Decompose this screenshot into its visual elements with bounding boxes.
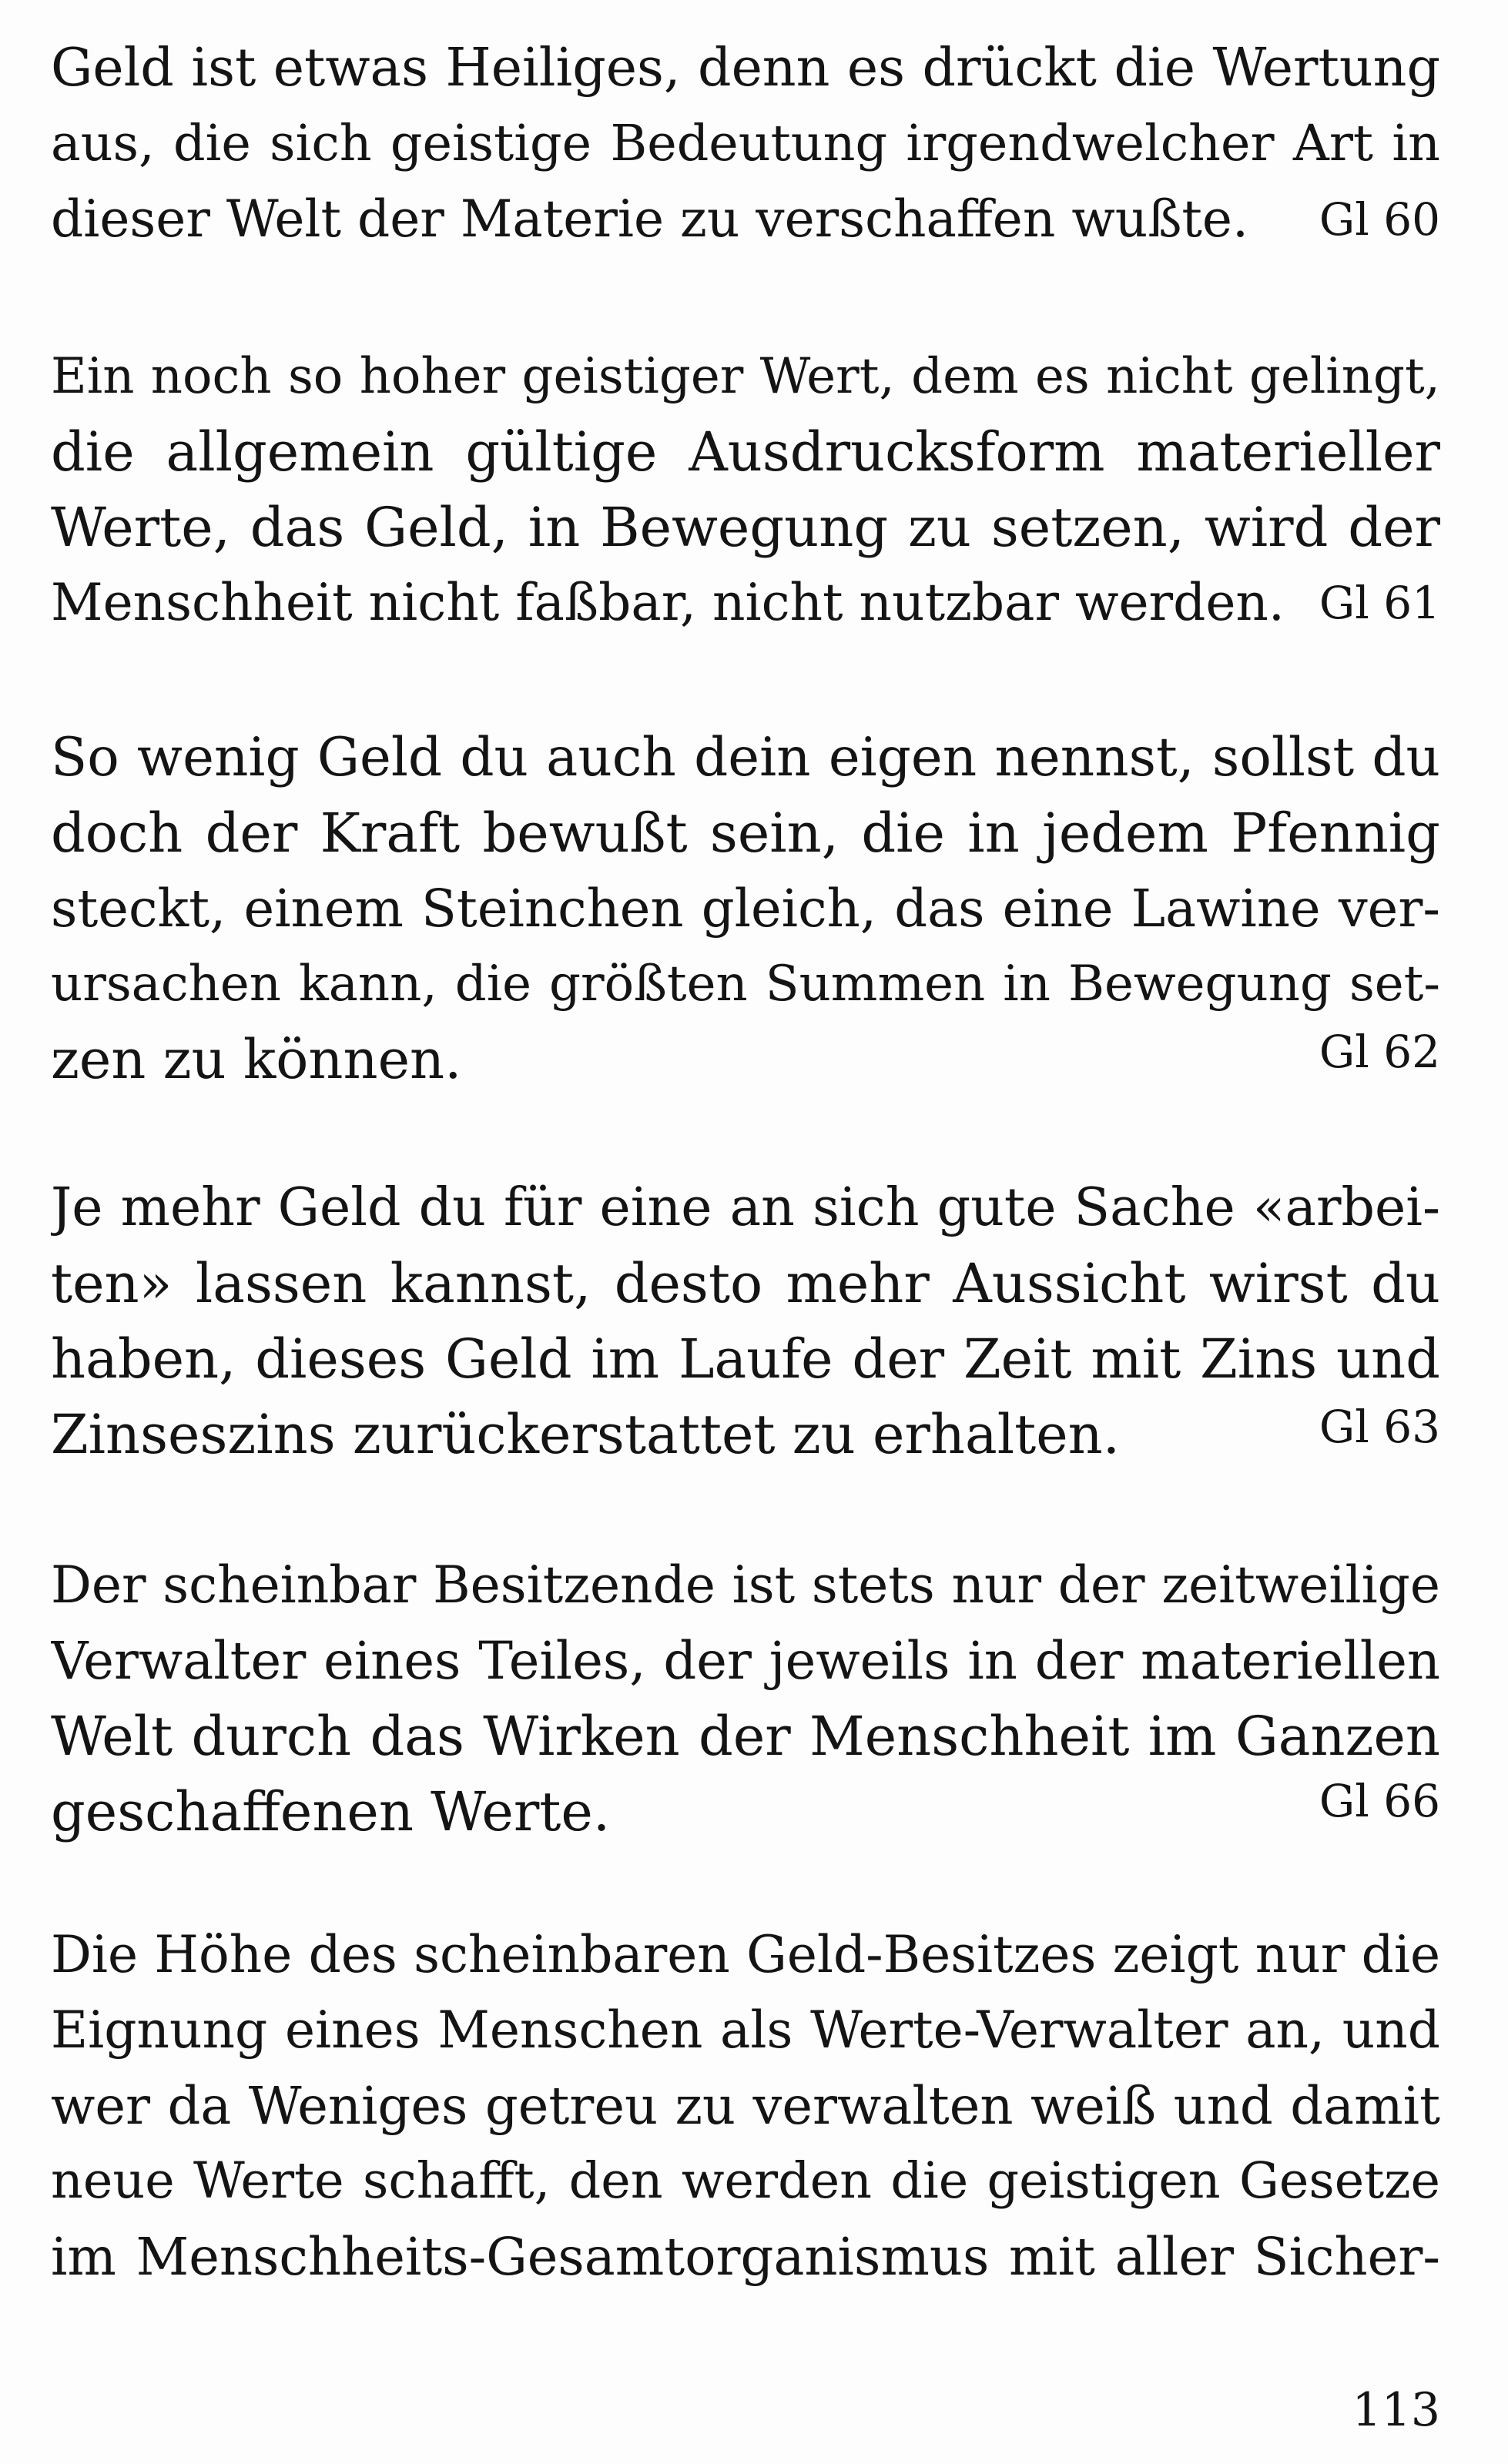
- text-line: Je mehr Geld du für eine an sich gute Sache «arbei-: [51, 1177, 1440, 1238]
- text-line: zen zu können.: [51, 1028, 462, 1091]
- paragraph: [51, 1548, 1440, 1850]
- text-line: neue Werte schafft, den werden die geistigen Gesetze: [51, 2152, 1440, 2210]
- text-line: Geld ist etwas Heiliges, denn es drückt die Wertung: [51, 38, 1440, 99]
- source-reference: Gl 62: [1319, 1026, 1440, 1078]
- text-line: Werte, das Geld, in Bewegung zu setzen, wird der: [51, 496, 1440, 559]
- paragraph: [51, 1170, 1440, 1472]
- text-line: geschaffenen Werte.: [51, 1780, 611, 1843]
- text-line: steckt, einem Steinchen gleich, das eine Lawine ver-: [51, 879, 1440, 939]
- text-line: Menschheit nicht faßbar, nicht nutzbar werden.: [51, 573, 1285, 632]
- text-line: dieser Welt der Materie zu verschaffen wußte.: [51, 189, 1248, 249]
- text-line: die allgemein gültige Ausdrucksform materieller: [51, 420, 1440, 484]
- text-line: doch der Kraft bewußt sein, die in jedem Pfennig: [51, 802, 1440, 865]
- source-reference: Gl 63: [1319, 1401, 1440, 1453]
- text-line: Welt durch das Wirken der Menschheit im Ganzen: [51, 1705, 1440, 1768]
- text-line: So wenig Geld du auch dein eigen nennst, sollst du: [51, 727, 1440, 788]
- text-line: ursachen kann, die größten Summen in Bewegung set-: [51, 956, 1440, 1013]
- source-reference: Gl 66: [1319, 1775, 1440, 1827]
- text-line: haben, dieses Geld im Laufe der Zeit mit Zins und: [51, 1327, 1440, 1391]
- paragraph: [51, 720, 1440, 1097]
- text-line: ten» lassen kannst, desto mehr Aussicht wirst du: [51, 1252, 1440, 1315]
- paragraph: [51, 339, 1440, 641]
- text-line: Ein noch so hoher geistiger Wert, dem es nicht gelingt,: [51, 348, 1440, 405]
- text-line: im Menschheits-Gesamtorganismus mit aller Sicher-: [51, 2227, 1440, 2287]
- text-line: Der scheinbar Besitzende ist stets nur der zeitweilige: [51, 1555, 1440, 1615]
- page-number: 113: [1352, 2383, 1440, 2437]
- text-line: Eignung eines Menschen als Werte-Verwalter an, und: [51, 2000, 1440, 2060]
- text-line: Verwalter eines Teiles, der jeweils in der materiellen: [51, 1631, 1440, 1691]
- text-line: aus, die sich geistige Bedeutung irgendwelcher Art in: [51, 115, 1440, 172]
- source-reference: Gl 61: [1319, 577, 1440, 629]
- source-reference: Gl 60: [1319, 193, 1440, 246]
- text-line: wer da Weniges getreu zu verwalten weiß und damit: [51, 2076, 1440, 2136]
- paragraph: [51, 1917, 1440, 2295]
- text-line: Die Höhe des scheinbaren Geld-Besitzes zeigt nur die: [51, 1925, 1440, 1984]
- paragraph: [51, 31, 1440, 257]
- text-line: Zinseszins zurückerstattet zu erhalten.: [51, 1403, 1120, 1466]
